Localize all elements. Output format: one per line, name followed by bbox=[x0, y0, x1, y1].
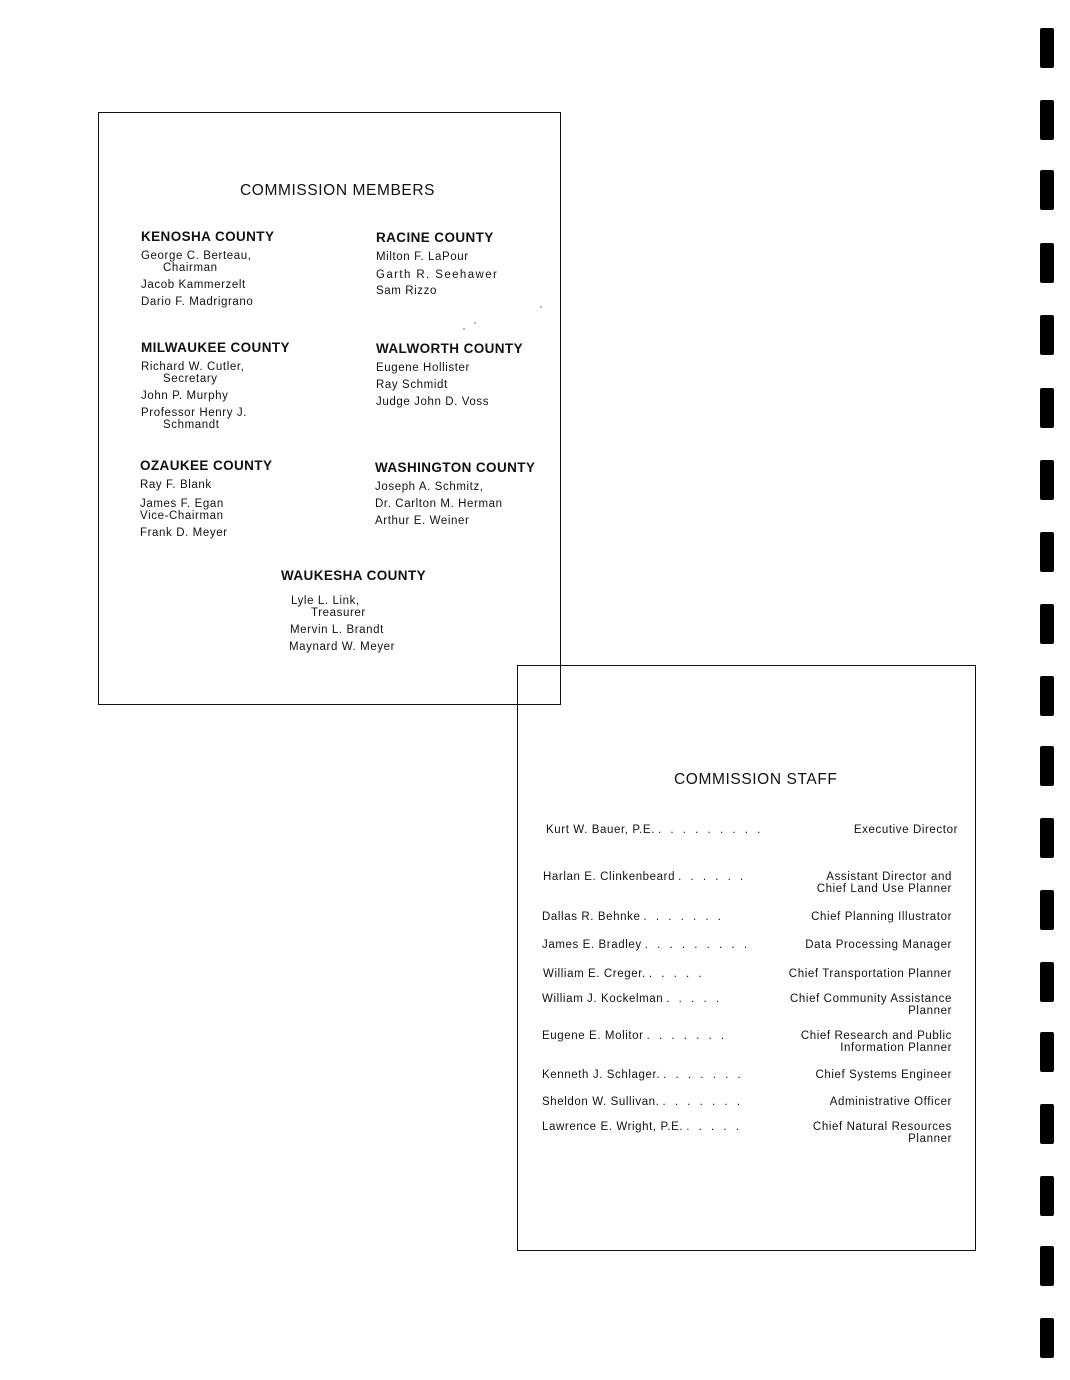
commission-staff-frame bbox=[517, 665, 976, 1251]
county-name: WALWORTH COUNTY bbox=[376, 341, 523, 356]
scan-speck bbox=[474, 322, 476, 324]
member-entry: Arthur E. Weiner bbox=[375, 515, 470, 527]
member-entry: John P. Murphy bbox=[141, 390, 229, 402]
commission-staff-heading: COMMISSION STAFF bbox=[674, 771, 838, 788]
county-block-walworth bbox=[376, 341, 596, 413]
member-entry: Judge John D. Voss bbox=[376, 396, 490, 408]
staff-row: William E. Creger. . . . . . Chief Transportation Planner bbox=[543, 968, 952, 980]
binding-mark bbox=[1040, 460, 1054, 500]
staff-row: Harlan E. Clinkenbeard . . . . . . Assistant Director and Chief Land Use Planner bbox=[543, 871, 952, 895]
member-entry: Joseph A. Schmitz, bbox=[375, 481, 484, 493]
binding-mark bbox=[1040, 746, 1054, 786]
scan-speck bbox=[463, 328, 465, 330]
binding-mark bbox=[1040, 1318, 1054, 1358]
binding-mark bbox=[1040, 388, 1054, 428]
binding-mark bbox=[1040, 1176, 1054, 1216]
member-entry: Professor Henry J. Schmandt bbox=[141, 407, 248, 431]
binding-mark bbox=[1040, 962, 1054, 1002]
binding-mark bbox=[1040, 100, 1054, 140]
county-block-racine bbox=[376, 230, 596, 302]
county-block-kenosha bbox=[141, 229, 361, 313]
binding-mark bbox=[1040, 28, 1054, 68]
binding-mark bbox=[1040, 818, 1054, 858]
member-entry: Garth R. Seehawer bbox=[376, 269, 499, 281]
staff-row: Dallas R. Behnke . . . . . . . Chief Planning Illustrator bbox=[542, 911, 952, 923]
county-block-waukesha bbox=[281, 568, 501, 658]
member-entry: Maynard W. Meyer bbox=[289, 641, 396, 653]
staff-row: William J. Kockelman . . . . . Chief Community Assistance Planner bbox=[542, 993, 952, 1017]
staff-row: Eugene E. Molitor . . . . . . . Chief Research and Public Information Planner bbox=[542, 1030, 952, 1054]
binding-mark bbox=[1040, 532, 1054, 572]
binding-mark bbox=[1040, 170, 1054, 210]
county-name: WASHINGTON COUNTY bbox=[375, 460, 536, 475]
member-entry: Ray Schmidt bbox=[376, 379, 448, 391]
member-entry: Jacob Kammerzelt bbox=[141, 279, 246, 291]
member-entry: Mervin L. Brandt bbox=[290, 624, 384, 636]
member-entry: Eugene Hollister bbox=[376, 362, 470, 374]
binding-mark bbox=[1040, 1104, 1054, 1144]
scan-speck bbox=[540, 306, 542, 308]
binding-mark bbox=[1040, 1246, 1054, 1286]
county-name: MILWAUKEE COUNTY bbox=[141, 340, 290, 355]
staff-row: James E. Bradley . . . . . . . . . Data Processing Manager bbox=[542, 939, 952, 951]
county-name: KENOSHA COUNTY bbox=[141, 229, 275, 244]
staff-row: Kenneth J. Schlager. . . . . . . . Chief Systems Engineer bbox=[542, 1069, 952, 1081]
county-block-milwaukee bbox=[141, 340, 361, 436]
member-entry: Lyle L. Link, Treasurer bbox=[291, 595, 366, 619]
member-entry: Richard W. Cutler, Secretary bbox=[141, 361, 245, 385]
binding-mark bbox=[1040, 1032, 1054, 1072]
binding-mark bbox=[1040, 604, 1054, 644]
member-entry: Sam Rizzo bbox=[376, 285, 437, 297]
county-name: RACINE COUNTY bbox=[376, 230, 494, 245]
member-entry: Milton F. LaPour bbox=[376, 251, 469, 263]
commission-members-heading: COMMISSION MEMBERS bbox=[240, 182, 436, 199]
member-entry: George C. Berteau, Chairman bbox=[141, 250, 252, 274]
staff-row: Sheldon W. Sullivan. . . . . . . . Administrative Officer bbox=[542, 1096, 952, 1108]
binding-mark bbox=[1040, 243, 1054, 283]
binding-mark bbox=[1040, 315, 1054, 355]
member-entry: Frank D. Meyer bbox=[140, 527, 228, 539]
staff-row: Lawrence E. Wright, P.E. . . . . . Chief Natural Resources Planner bbox=[542, 1121, 952, 1145]
member-entry: Ray F. Blank bbox=[140, 479, 212, 491]
county-block-washington bbox=[375, 460, 595, 532]
county-name: WAUKESHA COUNTY bbox=[281, 568, 427, 583]
binding-mark bbox=[1040, 676, 1054, 716]
member-entry: Dario F. Madrigrano bbox=[141, 296, 254, 308]
member-entry: James F. Egan Vice-Chairman bbox=[140, 498, 224, 522]
county-block-ozaukee bbox=[140, 458, 360, 544]
county-name: OZAUKEE COUNTY bbox=[140, 458, 273, 473]
staff-row: Kurt W. Bauer, P.E. . . . . . . . . . Executive Director bbox=[546, 824, 958, 836]
member-entry: Dr. Carlton M. Herman bbox=[375, 498, 503, 510]
binding-mark bbox=[1040, 890, 1054, 930]
